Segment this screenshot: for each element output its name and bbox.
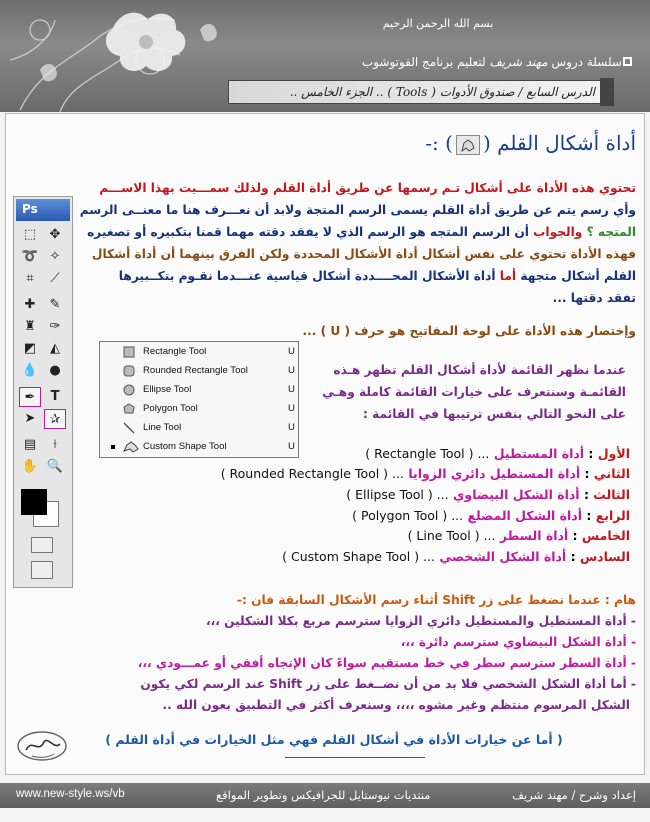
closing-note: ( أما عن خيارات الأداة في أشكال القلم فهي مثل الخيارات في أداة القلم ) — [105, 732, 563, 747]
brush-tool-icon[interactable]: ✎ — [49, 297, 61, 312]
active-bullet-icon — [111, 445, 115, 449]
menu-item-label: Line Tool — [143, 422, 182, 433]
magic-wand-icon[interactable]: ✧ — [49, 249, 61, 264]
series-title — [240, 55, 622, 69]
list-en: ( Ellipse Tool ) ... — [346, 487, 449, 502]
series-suffix: لتعليم برنامج الفوتوشوب — [361, 55, 486, 69]
toolbox-title: Ps — [16, 199, 70, 221]
notes-tool-icon[interactable]: ▤ — [23, 437, 37, 452]
header-banner — [0, 0, 650, 112]
floral-ornament — [0, 0, 240, 112]
hand-tool-icon[interactable]: ✋ — [21, 459, 39, 474]
lasso-tool-icon[interactable]: ➰ — [21, 249, 39, 264]
section-title — [425, 131, 636, 155]
menu-item-custom-shape[interactable] — [100, 438, 298, 457]
menu-item-key: U — [288, 384, 295, 395]
intro-text-1: تحتوي هذه الأداة على أشكال تـم رسمها عن طريق أداة القلم ولذلك سمـــيت بهذا الاســـم — [99, 181, 636, 195]
list-name: أداة المستطيل — [493, 446, 585, 461]
intro-text-3b: والجواب — [533, 225, 583, 239]
note-line-3: - أداة السطر سترسم سطر في خط مستقيم سواءً كان الإتجاه أفقي أو عمـــودي ،،، — [137, 656, 636, 670]
intro-line-2 — [80, 199, 636, 222]
list-name: أداة السطر — [499, 528, 569, 543]
square-bullet-icon — [623, 57, 632, 66]
list-item: الرابع : أداة الشكل المضلع ( Polygon Tool ) ... — [352, 508, 630, 523]
intro-text-5b: أما — [499, 269, 517, 283]
list-name: أداة الشكل البيضاوي — [452, 487, 580, 502]
ellipse-icon — [123, 384, 135, 396]
rectangle-icon — [123, 346, 135, 358]
basmala: بسم الله الرحمن الرحيم — [382, 17, 494, 30]
move-tool-icon[interactable]: ✥ — [49, 227, 61, 242]
slice-tool-icon[interactable]: ⟋ — [50, 271, 60, 286]
menu-item-label: Custom Shape Tool — [143, 441, 227, 452]
list-en: ( Rounded Rectangle Tool ) ... — [220, 466, 404, 481]
list-item: السادس : أداة الشكل الشخصي ( Custom Shape Tool ) ... — [282, 549, 630, 564]
list-item: الثاني : أداة المستطيل دائري الزوايا ( Rounded Rectangle Tool ) ... — [220, 466, 630, 481]
list-name: أداة الشكل المضلع — [467, 508, 583, 523]
series-logo: مهند شريف — [489, 55, 548, 69]
menu-intro-line-2: القائمـة وسنتعرف على خيارات القائمة كاملة وهـي — [322, 385, 626, 399]
type-tool-icon[interactable]: T — [50, 389, 60, 404]
menu-item-rectangle[interactable] — [100, 343, 298, 362]
intro-line-4 — [92, 243, 636, 266]
dodge-tool-icon[interactable]: ● — [49, 363, 61, 378]
menu-item-polygon[interactable] — [100, 400, 298, 419]
line-icon — [123, 422, 135, 434]
menu-item-label: Ellipse Tool — [143, 384, 192, 395]
intro-text-3c: أن الرسم المتجه هو الرسم الذي لا يفقد دقته مهما قمنا بتكبيره أو تصغيره — [87, 225, 529, 239]
menu-item-line[interactable] — [100, 419, 298, 438]
list-name: أداة الشكل الشخصي — [439, 549, 567, 564]
path-selection-icon[interactable]: ➤ — [24, 411, 36, 426]
menu-item-key: U — [288, 441, 295, 452]
list-en: ( Rectangle Tool ) ... — [365, 446, 490, 461]
foreground-color-swatch[interactable] — [21, 489, 47, 515]
menu-item-ellipse[interactable] — [100, 381, 298, 400]
section-title-text: أداة أشكال القلم ( — [482, 131, 636, 155]
intro-line-6 — [553, 287, 636, 310]
rounded-rectangle-icon — [123, 365, 135, 377]
footer-bar — [0, 783, 650, 808]
note-line-2: - أداة الشكل البيضاوي سترسم دائرة ،،، — [400, 635, 636, 649]
signature-logo — [14, 728, 70, 764]
zoom-tool-icon[interactable]: 🔍 — [46, 459, 64, 474]
menu-item-label: Rectangle Tool — [143, 346, 207, 357]
menu-item-label: Polygon Tool — [143, 403, 198, 414]
intro-line-5 — [119, 265, 636, 288]
author-credit: إعداد وشرح / مهند شريف — [512, 788, 636, 802]
marquee-tool-icon[interactable]: ⬚ — [23, 227, 37, 242]
list-ordinal: الرابع — [595, 508, 630, 523]
eyedropper-icon[interactable]: ⟊ — [53, 437, 57, 452]
list-name: أداة المستطيل دائري الزوايا — [408, 466, 581, 481]
shortcut-line: وإختصار هذه الأداة على لوحة المفاتيح هو حرف ( U ) ... — [302, 324, 636, 338]
intro-text-5c: أداة الأشكال المحــــددة أشكال قياسية عنـــدما نقـوم بتكــبيرها — [118, 269, 496, 283]
list-item: الأول : أداة المستطيل ( Rectangle Tool ) ... — [365, 446, 630, 461]
site-link[interactable]: www.new-style.ws/vb — [16, 788, 125, 800]
custom-shape-icon — [456, 135, 480, 155]
list-item: الثالث : أداة الشكل البيضاوي ( Ellipse Tool ) ... — [346, 487, 630, 502]
healing-brush-icon[interactable]: ✚ — [24, 297, 36, 312]
list-ordinal: الأول — [597, 446, 630, 461]
menu-item-label: Rounded Rectangle Tool — [143, 365, 248, 376]
series-prefix: سلسلة دروس — [551, 55, 622, 69]
menu-item-key: U — [288, 365, 295, 376]
intro-line-3 — [87, 221, 636, 244]
menu-item-key: U — [288, 422, 295, 433]
list-item: الخامس : أداة السطر ( Line Tool ) ... — [407, 528, 630, 543]
intro-text-5a: القلم أشكال متجهة — [520, 269, 636, 283]
menu-item-key: U — [288, 346, 295, 357]
paint-bucket-icon[interactable]: ◭ — [50, 341, 60, 356]
intro-text-3a: المتجه ؟ — [586, 225, 636, 239]
list-ordinal: الثاني — [593, 466, 630, 481]
clone-stamp-icon[interactable]: ♜ — [24, 319, 36, 334]
custom-shape-icon — [123, 441, 139, 453]
closing-underline — [285, 757, 425, 758]
list-en: ( Line Tool ) ... — [407, 528, 496, 543]
intro-line-1 — [99, 177, 636, 200]
blur-tool-icon[interactable]: 💧 — [21, 363, 39, 378]
intro-text-2: وأي رسم يتم عن طريق أداة القلم يسمى الرسم المتجة ولابد أن نعـــرف هنا ما معنــى الرسم — [79, 203, 636, 217]
history-brush-icon[interactable]: ✑ — [49, 319, 61, 334]
list-en: ( Custom Shape Tool ) ... — [282, 549, 435, 564]
lesson-bar: الدرس السابع / صندوق الأدوات ( Tools ) .. الجزء الخامس .. — [228, 80, 606, 104]
custom-shape-tool-icon[interactable]: ✰ — [44, 409, 66, 429]
forum-name: منتديات نيوستايل للجرافيكس وتطوير المواقع — [216, 788, 431, 802]
lesson-bar-cap — [600, 78, 614, 106]
menu-item-key: U — [288, 403, 295, 414]
crop-tool-icon[interactable]: ⌗ — [26, 271, 34, 286]
photoshop-toolbox — [13, 196, 73, 588]
note-line-5: الشكل المرسوم منتظم وغير مشوه ،،،، وسنعرف أكثر في التطبيق بعون الله .. — [162, 698, 630, 712]
list-ordinal: السادس — [579, 549, 630, 564]
list-en: ( Polygon Tool ) ... — [352, 508, 464, 523]
pen-tool-icon[interactable]: ✒ — [19, 387, 41, 407]
screen-mode-icon[interactable] — [31, 561, 53, 579]
menu-intro-line-3: على النحو التالي بنفس ترتيبها في القائمة : — [363, 407, 626, 421]
polygon-icon — [123, 403, 135, 415]
list-ordinal: الثالث — [593, 487, 630, 502]
note-line-1: - أداة المستطيل والمستطيل دائري الزوايا سترسم مربع بكلا الشكلين ،،، — [205, 614, 636, 628]
quick-mask-icon[interactable] — [31, 537, 53, 553]
menu-item-rounded-rectangle[interactable] — [100, 362, 298, 381]
note-heading: هام : عندما نضغط على زر Shift أثناء رسم الأشكال السابقة فان :- — [236, 593, 636, 607]
list-ordinal: الخامس — [581, 528, 630, 543]
note-line-4: - أما أداة الشكل الشخصي فلا بد من أن نضــغط على زر Shift عند الرسم لكي يكون — [140, 677, 636, 691]
menu-intro-line-1: عندما نظهر القائمة لأداة أشكال القلم تظهر هـذه — [333, 363, 626, 377]
eraser-tool-icon[interactable]: ◩ — [23, 341, 37, 356]
intro-text-6: تفقد دقتها ... — [552, 291, 636, 305]
shape-tool-menu — [99, 341, 299, 458]
section-title-end: ) :- — [425, 131, 453, 155]
bottom-strip — [0, 808, 650, 822]
intro-text-4: فهذه الأداة تحتوي على نفس أشكال أداة الأشكال المحددة ولكن الفرق بينهما أن أداة أشكال — [91, 247, 636, 261]
